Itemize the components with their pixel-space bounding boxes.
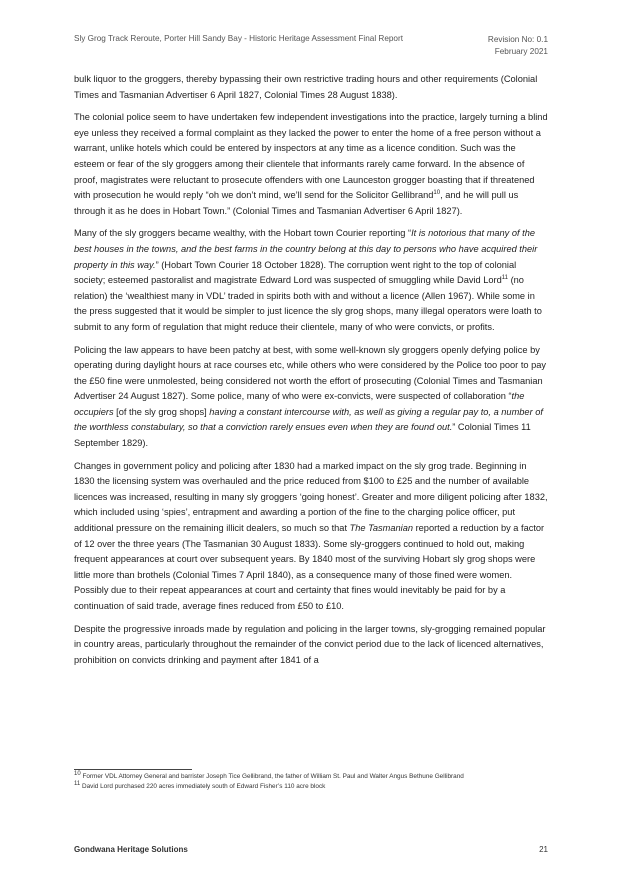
paragraph-4-text-a: Policing the law appears to have been patchy at best, with some well-known sly groggers openly defying police by operating during daylight hours at race courses etc, while others who were considered by the Police too poor to pay the £50 fine were unmolested, being considered not worth the effort of prosecuting (Colonial Times and Tasmanian Advertiser 24 August 1827). Some police, many of who were ex-convicts, were suspected of collaboration “ xyxy=(74,344,547,402)
page-number: 21 xyxy=(539,845,548,854)
revision-number: Revision No: 0.1 xyxy=(487,35,548,44)
paragraph-3-text-a: Many of the sly groggers became wealthy, with the Hobart town Courier reporting “ xyxy=(74,228,412,239)
paragraph-4 xyxy=(74,343,548,452)
footnotes xyxy=(74,772,554,791)
paragraph-5 xyxy=(74,459,548,615)
footnote-11 xyxy=(74,782,554,792)
paragraph-4-quote-a: the occupiers xyxy=(74,391,525,417)
paragraph-6-text: Despite the progressive inroads made by regulation and policing in the larger towns, sly-grogging remained popular in country areas, particularly throughout the remainder of the convict period due to the lack of licenced alternatives, prohibition on convicts drinking and payment after 1841 of a xyxy=(74,623,546,665)
revision-block xyxy=(488,34,548,58)
footnote-10-text: Former VDL Attorney General and barrister Joseph Tice Gellibrand, the father of William St. Paul and Walter Angus Bethune Gellibrand xyxy=(80,773,464,780)
paragraph-1-text: bulk liquor to the groggers, thereby bypassing their own restrictive trading hours and other requirements (Colonial Times and Tasmanian Advertiser 6 April 1827, Colonial Times 28 August 1838). xyxy=(74,74,538,100)
footnote-ref-11: 11 xyxy=(501,275,509,282)
paragraph-2-text-b: , and he will pull us through it as he does in Hobart Town.” (Colonial Times and Tasmanian Advertiser 6 April 1827). xyxy=(74,190,519,216)
paragraph-6 xyxy=(74,622,548,669)
organisation-name: Gondwana Heritage Solutions xyxy=(74,845,188,854)
paragraph-2 xyxy=(74,110,548,219)
footnote-ref-10: 10 xyxy=(433,190,441,197)
paragraph-3-text-b: ” (Hobart Town Courier 18 October 1828). The corruption went right to the top of colonial society; esteemed pastoralist and magistrate Edward Lord was suspected of smuggling while David Lord xyxy=(74,259,517,286)
body-text xyxy=(74,72,548,675)
paragraph-2-text-a: The colonial police seem to have undertaken few independent investigations into the practice, largely turning a blind eye unless they received a formal complaint as they lacked the power to enter the home of a free person without a warrant, unlike hotels which could be entered by inspectors at any time as a licence condition. Such was the esteem or fear of the sly groggers among their clientele that informants rarely came forward. In the absence of proof, magistrates were reluctant to prosecute offenders with one Launceston grogger boasting that if threatened with prosecution he would reply “oh we don’t mind, we’ll send for the Solicitor Gellibrand xyxy=(74,112,548,201)
paragraph-5-newspaper: The Tasmanian xyxy=(349,523,414,534)
paragraph-3-quote: It is notorious that many of the best houses in the towns, and the best farms in the country belong at this day to persons who have acquired their property in this way. xyxy=(74,228,538,270)
revision-date: February 2021 xyxy=(494,47,548,56)
footnote-10-number: 10 xyxy=(74,770,81,777)
footnote-divider xyxy=(74,769,192,770)
paragraph-4-quote-b: having a constant intercourse with, as well as giving a regular pay to, a number of the worthless constabulary, so that a conviction rarely ensues even when they are found out. xyxy=(74,406,543,433)
paragraph-4-text-b: [of the sly grog shops] xyxy=(113,406,210,417)
paragraph-1 xyxy=(74,72,548,103)
paragraph-5-text-b: reported a reduction by a factor of 12 over the three years (The Tasmanian 30 August 1833). Some sly-groggers continued to hold out, making frequent appearances at court over subsequent years. By 1840 most of the surviving Hobart sly grog shops were little more than brothels (Colonial Times 7 April 1840), as a consequence many of those fined were women. Possibly due to their repeat appearances at court and certainty that fines would inevitably be paid for by a continuation of said trade, average fines reduced from £50 to £10. xyxy=(74,523,545,611)
page-header xyxy=(74,34,548,60)
footnote-11-number: 11 xyxy=(74,780,81,787)
paragraph-3-text-c: (no relation) the ‘wealthiest many in VDL’ traded in spirits both with and without a licence (Allen 1967). While some in the press suggested that it would be simpler to just licence the sly grog shops, many illegal operators were loath to submit to any form of regulation that might reduce their clientele, many of who were convicts, or profits. xyxy=(74,275,542,332)
paragraph-3 xyxy=(74,226,548,335)
paragraph-4-text-c: ” Colonial Times 11 September 1829). xyxy=(74,422,531,449)
footnote-10 xyxy=(74,772,554,782)
report-title: Sly Grog Track Reroute, Porter Hill Sandy Bay - Historic Heritage Assessment Final Report xyxy=(74,34,403,43)
paragraph-5-text-a: Changes in government policy and policing after 1830 had a marked impact on the sly grog trade. Beginning in 1830 the licensing system was overhauled and the price reduced from $100 to £25 and the number of available licences was increased, resulting in many sly groggers ‘going honest’. Greater and more diligent policing after 1832, which included using ‘spies’, entrapment and awarding a portion of the fine to the charging police officer, put additional pressure on the remaining illicit dealers, so much so that xyxy=(74,460,548,534)
footnote-11-text: David Lord purchased 220 acres immediately south of Edward Fisher’s 110 acre block xyxy=(80,782,326,790)
